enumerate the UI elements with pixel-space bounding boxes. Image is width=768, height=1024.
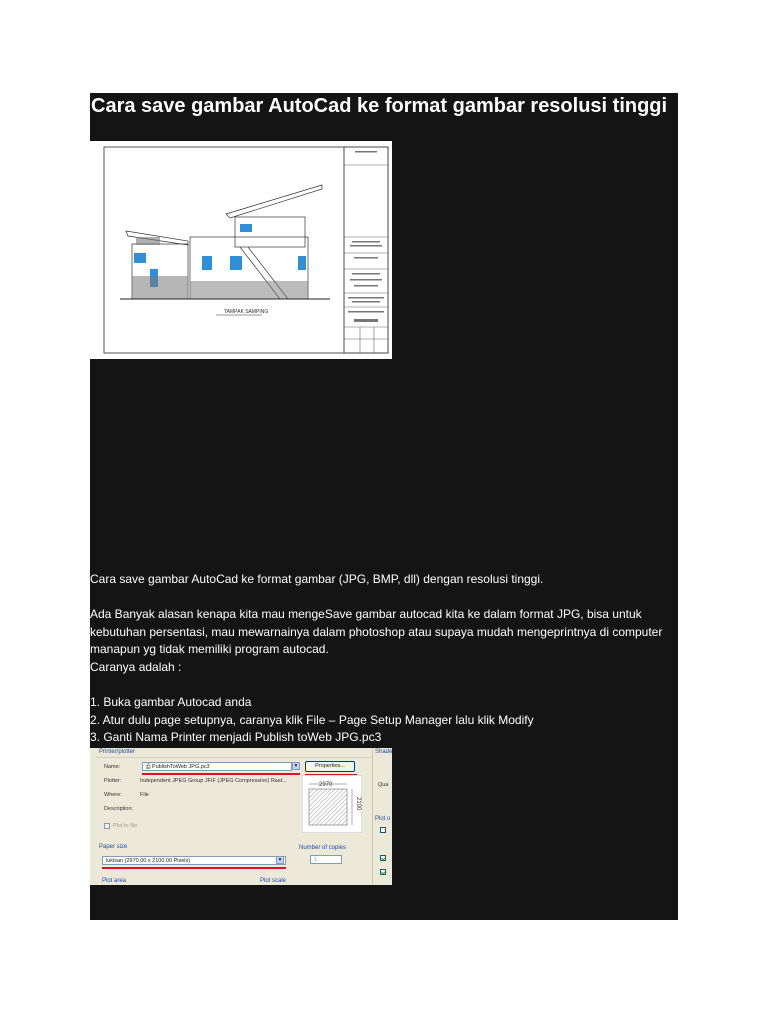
drawing-caption: TAMPAK SAMPING — [224, 309, 269, 315]
printer-name-select[interactable]: ⎙ PublishToWeb JPG.pc3 — [142, 762, 292, 771]
steps-intro: Caranya adalah : — [90, 659, 182, 674]
description-label: Description: — [104, 806, 134, 812]
intro-text: Cara save gambar AutoCad ke format gambar (JPG, BMP, dll) dengan resolusi tinggi. — [90, 572, 544, 586]
option-checkbox[interactable] — [380, 855, 386, 861]
preview-width: 2970 — [319, 782, 333, 788]
article-body — [90, 571, 676, 747]
plotter-value: Independent JPEG Group JFIF (JPEG Compression) Rast... — [140, 778, 287, 784]
step-1: 1. Buka gambar Autocad anda — [90, 695, 252, 710]
chevron-down-icon[interactable]: ▼ — [277, 857, 283, 863]
plot-to-file-label: Plot to file — [113, 823, 138, 829]
copies-title: Number of copies — [299, 845, 347, 851]
copies-input[interactable]: 1 — [310, 855, 342, 864]
plot-to-file-checkbox[interactable] — [104, 823, 110, 829]
highlight-underline — [142, 773, 300, 775]
preview-height: 2100 — [355, 797, 361, 811]
properties-button[interactable]: Properties... — [305, 761, 355, 772]
plot-options-title: Plot o — [375, 816, 391, 822]
shade-title: Shade — [375, 749, 392, 755]
plot-scale-title: Plot scale — [260, 878, 287, 884]
autocad-drawing-image — [90, 141, 392, 359]
plot-area-title: Plot area — [102, 878, 127, 884]
option-checkbox[interactable] — [380, 827, 386, 833]
paper-size-title: Paper size — [99, 844, 128, 850]
name-label: Name: — [104, 764, 121, 770]
printer-icon: ⎙ — [146, 764, 151, 770]
step-2: 2. Atur dulu page setupnya, caranya klik File – Page Setup Manager lalu klik Modify — [90, 712, 534, 727]
chevron-down-icon[interactable]: ▼ — [293, 763, 299, 769]
quality-label: Qua — [378, 782, 389, 788]
paper-size-select[interactable]: lukisan (2970.00 x 2100.00 Pixels) — [102, 856, 286, 865]
printer-section-title: Printer/plotter — [99, 749, 136, 755]
where-label: Where: — [104, 792, 122, 798]
step-3: 3. Ganti Nama Printer menjadi Publish toWeb JPG.pc3 — [90, 730, 382, 745]
paper-preview — [302, 775, 362, 833]
where-value: File — [140, 792, 149, 798]
page-title: Cara save gambar AutoCad ke format gambar resolusi tinggi — [91, 95, 668, 117]
highlight-underline — [102, 867, 286, 869]
paragraph-text: Ada Banyak alasan kenapa kita mau mengeSave gambar autocad kita ke dalam format JPG, bisa untuk kebutuhan persentasi, mau mewarnainya dalam photoshop atau supaya mudah mengeprintnya di computer manapun yg tidak memiliki program autocad. — [90, 607, 663, 657]
page-setup-dialog-image — [90, 748, 392, 885]
plotter-label: Plotter: — [104, 778, 122, 784]
option-checkbox[interactable] — [380, 869, 386, 875]
